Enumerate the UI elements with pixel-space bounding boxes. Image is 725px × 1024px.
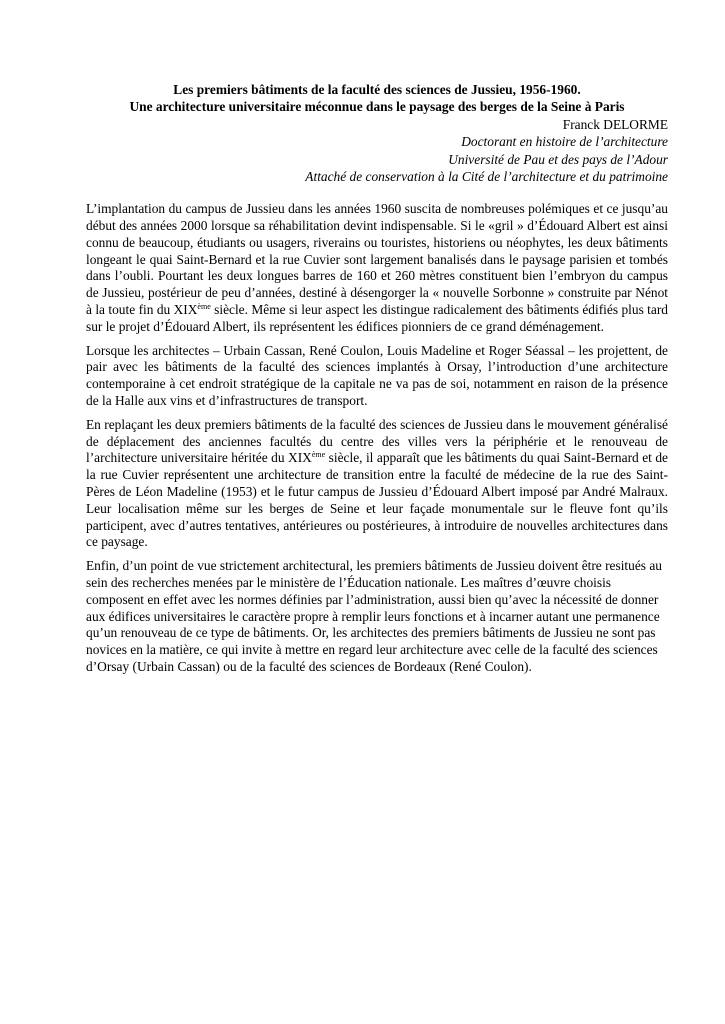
paragraph-3-text-a: En replaçant les deux premiers bâtiments de la faculté des sciences de Jussieu dans le mouvement généralisé de déplacement des anciennes facultés du centre des villes vers la périphérie et le renouveau de l’architecture universitaire héritée du XIX: [86, 416, 668, 466]
document-title: [86, 82, 668, 115]
author-name: Franck DELORME: [562, 117, 668, 132]
document-page: [86, 82, 668, 683]
paragraph-1-text-a: L’implantation du campus de Jussieu dans les années 1960 suscita de nombreuses polémiques et ce jusqu’au début des années 2000 lorsque sa réhabilitation devint indispensable. Si le «gril » d’Édouard Albert est ainsi connu de beaucoup, étudiants ou usagers, riverains ou touristes, historiens ou néophytes, les deux bâtiments longeant le quai Saint-Bernard et la rue Cuvier sont largement banalisés dans le paysage parisien et tombés dans l’oubli. Pourtant les deux longues barres de 160 et 260 mètres constituent bien l’embryon du campus de Jussieu, postérieur de peu d’années, destiné à désengorger la « nouvelle Sorbonne » construite par Nénot à la toute fin du XIX: [86, 201, 668, 317]
title-line-1: Les premiers bâtiments de la faculté des sciences de Jussieu, 1956-1960.: [173, 82, 581, 97]
superscript-eme: ème: [197, 301, 211, 311]
paragraph-3: [86, 417, 668, 551]
superscript-eme: ème: [311, 450, 326, 460]
title-line-2: Une architecture universitaire méconnue dans le paysage des berges de la Seine à Paris: [129, 98, 625, 114]
paragraph-4: Enfin, d’un point de vue strictement architectural, les premiers bâtiments de Jussieu doivent être resitués au sein des recherches menées par le ministère de l’Éducation nationale. Les maîtres d’œuvre choisis composent en effet avec les normes définies par l’administration, aussi bien qu’avec la nécessité de donner aux édifices universitaires le caractère propre à remplir leurs fonctions et à incarner autant une permanence qu’un renouveau de ce type de bâtiments. Or, les architectes des premiers bâtiments de Jussieu ne sont pas novices en la matière, ce qui invite à mettre en regard leur architecture avec celle de la faculté des sciences d’Orsay (Urbain Cassan) ou de la faculté des sciences de Bordeaux (René Coulon).: [86, 558, 662, 674]
document-body: [86, 201, 668, 676]
author-role-1: Doctorant en histoire de l’architecture: [461, 134, 668, 150]
paragraph-1-text-b: siècle. Même si leur aspect les distingue radicalement des bâtiments édifiés plus tard sur le projet d’Édouard Albert, ils représentent les édifices pionniers de ce grand déménagement.: [86, 301, 668, 334]
paragraph-3-text-b: siècle, il apparaît que les bâtiments du quai Saint-Bernard et de la rue Cuvier représentent une architecture de transition entre la faculté de médecine de la rue des Saint-Pères de Léon Madeline (1953) et le futur campus de Jussieu d’Édouard Albert imposé par André Malraux. Leur localisation même sur les berges de Seine et leur façade monumentale sur le fleuve font qu’ils participent, avec d’autres tentatives, antérieures ou postérieures, à introduire de nouvelles architectures dans ce paysage.: [86, 450, 668, 550]
author-role-3: Attaché de conservation à la Cité de l’architecture et du patrimoine: [305, 168, 668, 184]
author-role-2: Université de Pau et des pays de l’Adour: [448, 151, 668, 167]
paragraph-1: [86, 201, 668, 335]
author-block: [86, 116, 668, 185]
paragraph-2: Lorsque les architectes – Urbain Cassan, René Coulon, Louis Madeline et Roger Séassal – les projettent, de pair avec les bâtiments de la faculté des sciences implantés à Orsay, l’introduction d’une architecture contemporaine à cet endroit stratégique de la capitale ne va pas de soi, notamment en raison de la présence de la Halle aux vins et d’infrastructures de transport.: [86, 342, 668, 408]
